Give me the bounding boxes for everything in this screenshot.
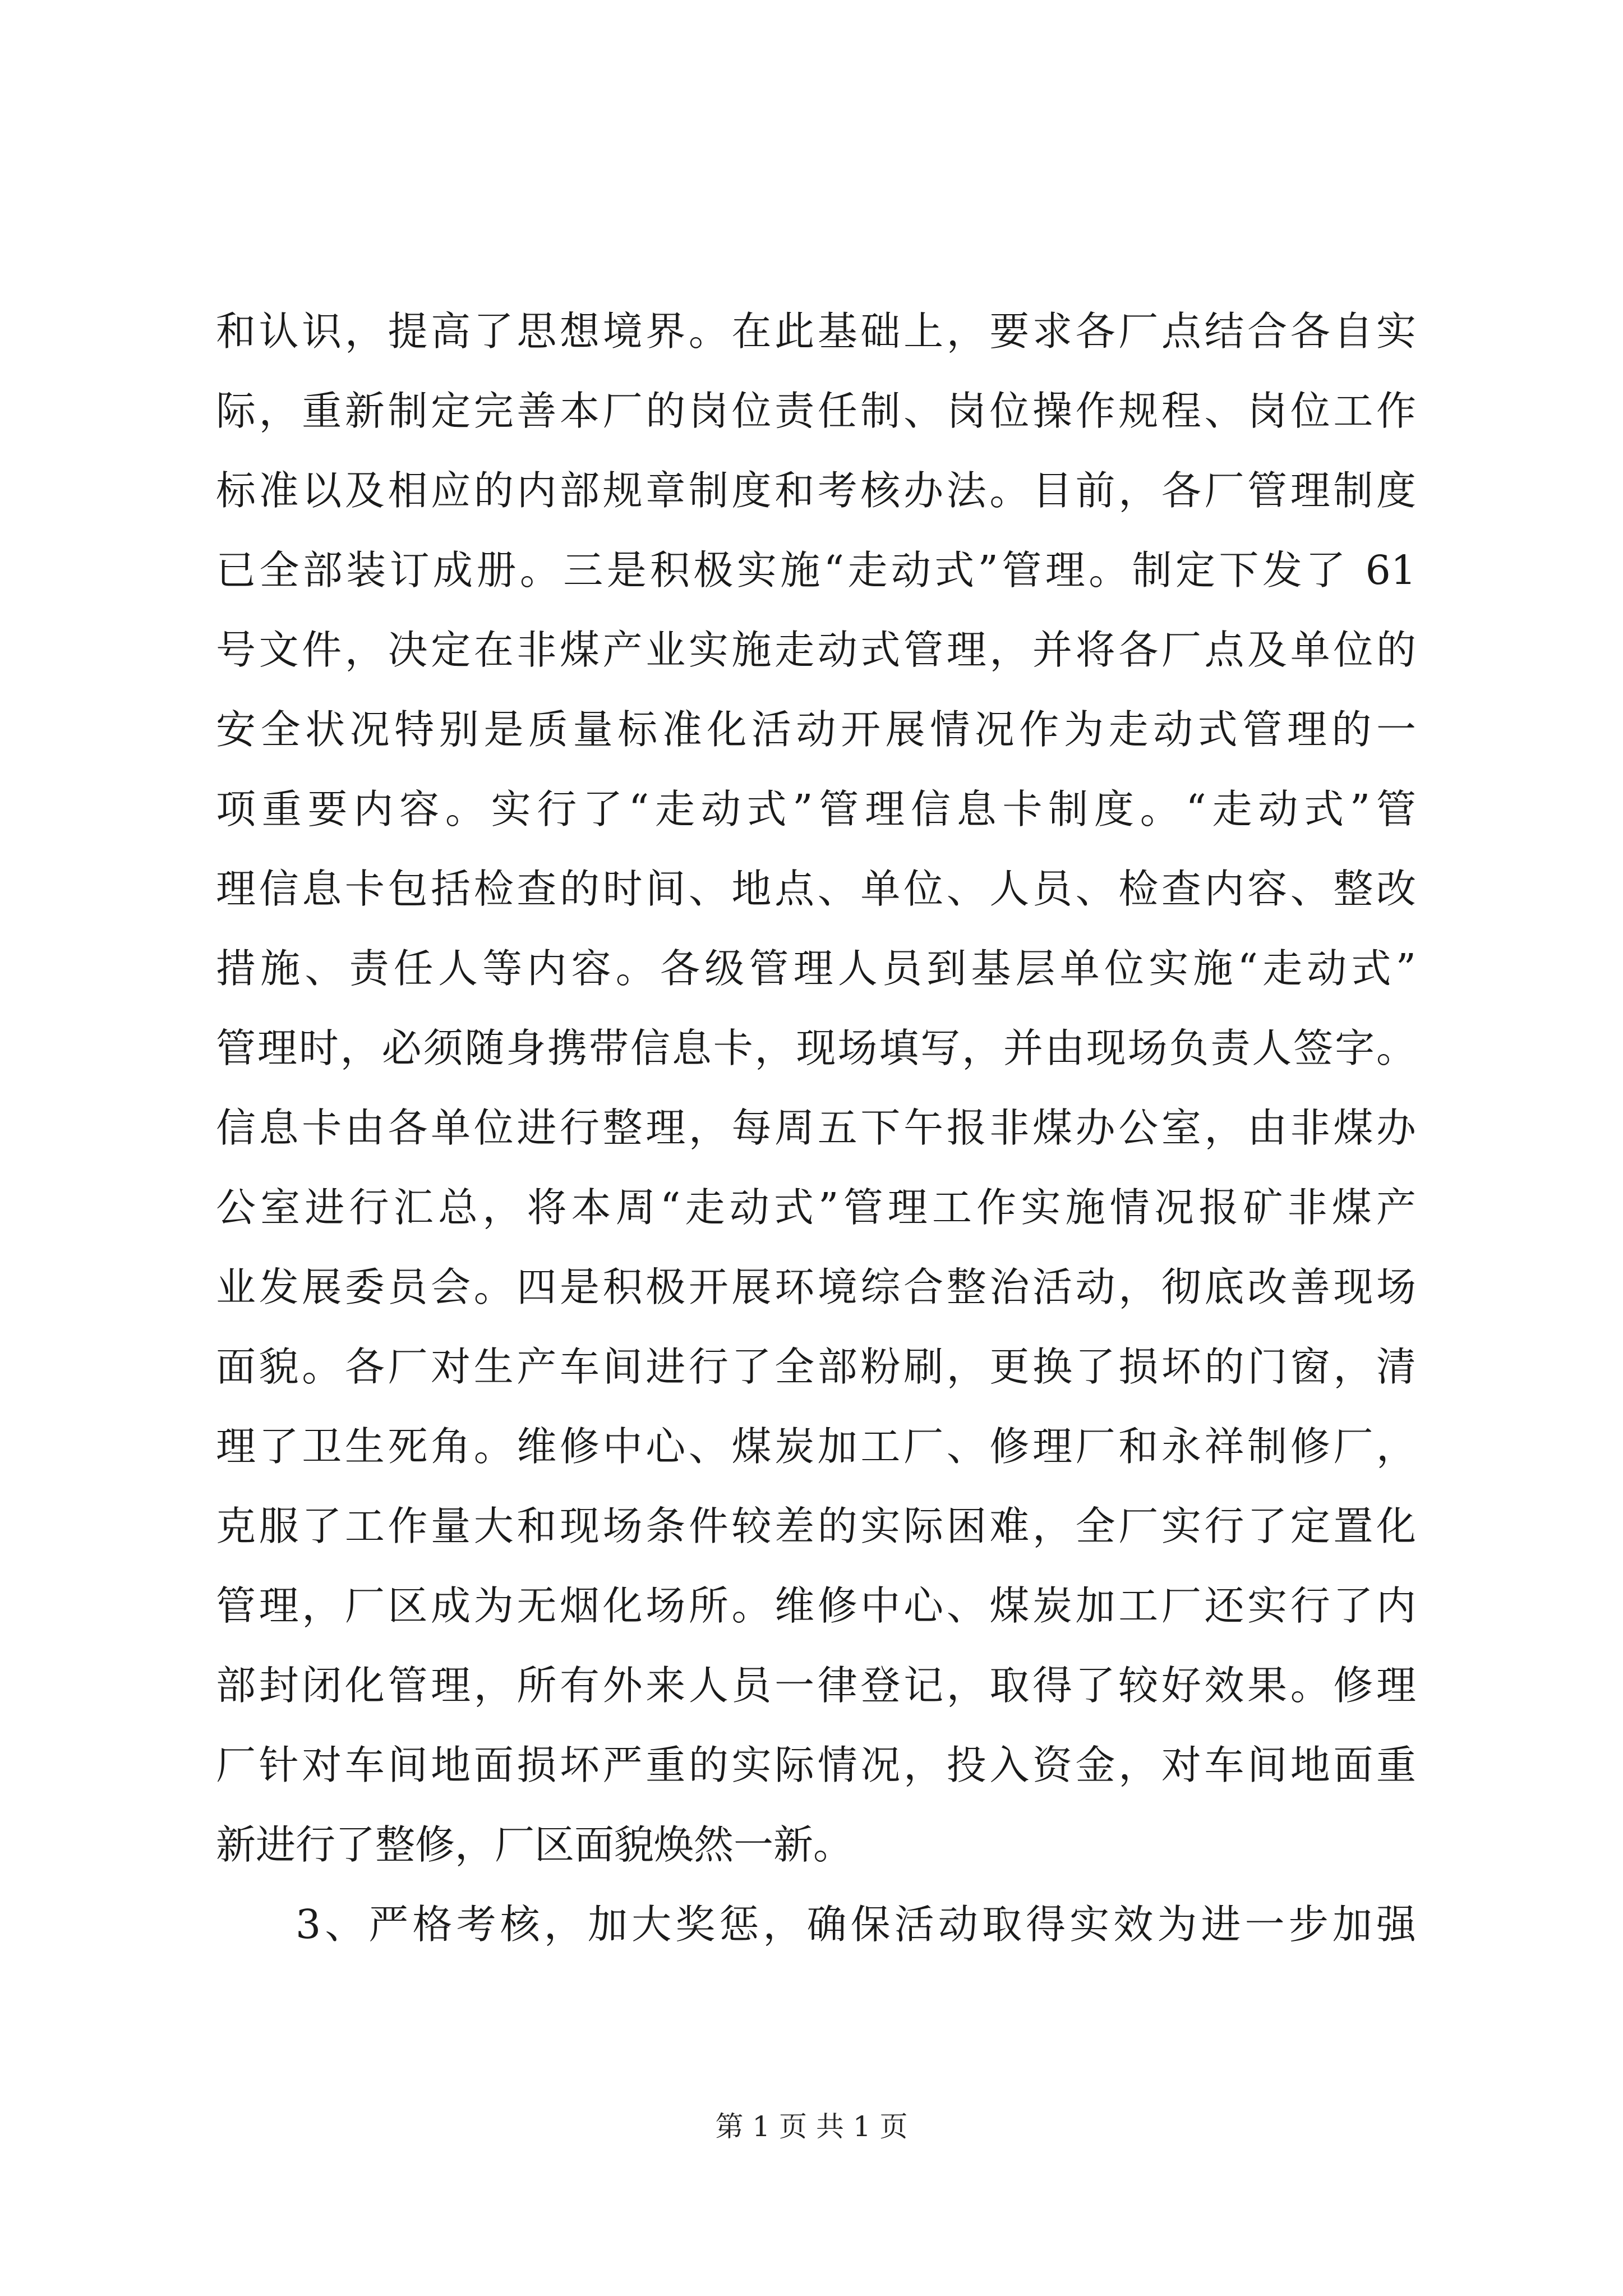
text-line: 信息卡由各单位进行整理，每周五下午报非煤办公室，由非煤办 bbox=[216, 1105, 1416, 1151]
text-line: 理信息卡包括检查的时间、地点、单位、人员、检查内容、整改 bbox=[216, 866, 1416, 912]
section-heading-line: 3、严格考核，加大奖惩，确保活动取得实效为进一步加强 bbox=[296, 1901, 1416, 1948]
text-line: 部封闭化管理，所有外来人员一律登记，取得了较好效果。修理 bbox=[216, 1662, 1416, 1709]
text-line: 业发展委员会。四是积极开展环境综合整治活动，彻底改善现场 bbox=[216, 1264, 1416, 1310]
text-line: 管理时，必须随身携带信息卡，现场填写，并由现场负责人签字。 bbox=[216, 1025, 1416, 1071]
text-line: 管理，厂区成为无烟化场所。维修中心、煤炭加工厂还实行了内 bbox=[216, 1582, 1416, 1629]
page-footer: 第 1 页 共 1 页 bbox=[715, 2110, 908, 2143]
text-line: 安全状况特别是质量标准化活动开展情况作为走动式管理的一 bbox=[216, 706, 1416, 753]
text-line: 公室进行汇总，将本周“走动式”管理工作实施情况报矿非煤产 bbox=[216, 1184, 1416, 1231]
text-line: 措施、责任人等内容。各级管理人员到基层单位实施“走动式” bbox=[216, 945, 1416, 992]
text-line: 面貌。各厂对生产车间进行了全部粉刷，更换了损坏的门窗，清 bbox=[216, 1343, 1416, 1390]
text-line: 际，重新制定完善本厂的岗位责任制、岗位操作规程、岗位工作 bbox=[216, 388, 1416, 434]
text-line: 厂针对车间地面损坏严重的实际情况，投入资金，对车间地面重 bbox=[216, 1742, 1416, 1788]
text-line: 项重要内容。实行了“走动式”管理信息卡制度。“走动式”管 bbox=[216, 786, 1416, 832]
text-line: 已全部装订成册。三是积极实施“走动式”管理。制定下发了 61 bbox=[216, 547, 1416, 593]
text-line: 标准以及相应的内部规章制度和考核办法。目前，各厂管理制度 bbox=[216, 467, 1416, 514]
text-line: 号文件，决定在非煤产业实施走动式管理，并将各厂点及单位的 bbox=[216, 627, 1416, 673]
text-line: 克服了工作量大和现场条件较差的实际困难，全厂实行了定置化 bbox=[216, 1503, 1416, 1549]
body-text bbox=[216, 292, 1416, 1964]
paragraph-end-line: 新进行了整修，厂区面貌焕然一新。 bbox=[216, 1821, 854, 1868]
text-line: 和认识，提高了思想境界。在此基础上，要求各厂点结合各自实 bbox=[216, 308, 1416, 355]
text-line: 理了卫生死角。维修中心、煤炭加工厂、修理厂和永祥制修厂， bbox=[216, 1423, 1416, 1470]
